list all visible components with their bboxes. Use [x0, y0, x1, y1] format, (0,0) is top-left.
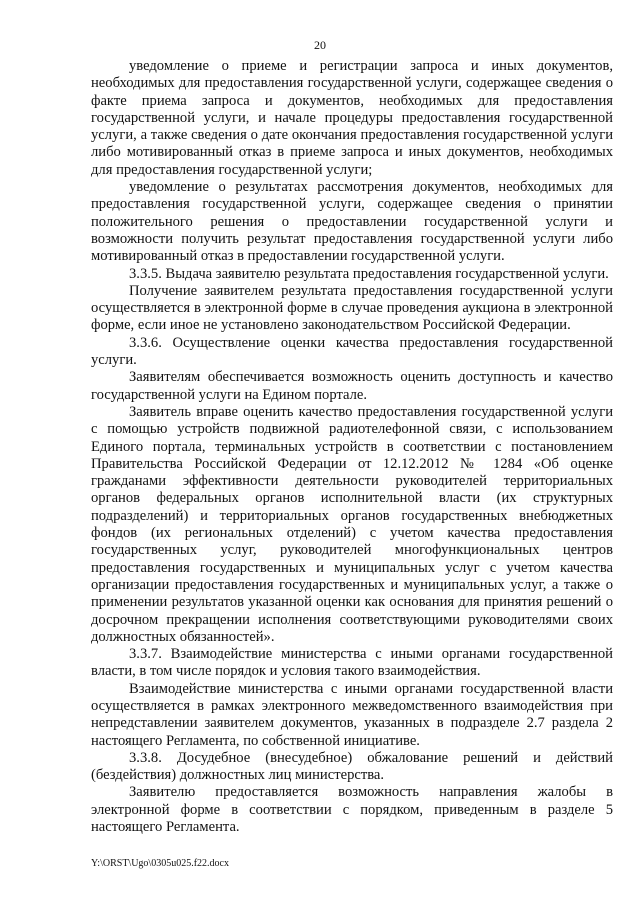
paragraph-result-receipt: Получение заявителем результата предоставления государственной услуги осуществляется в электронной форме в случае проведения аукциона в электронной форме, если иное не установлено законодательством Российской Федерации.: [91, 282, 613, 334]
paragraph-quality-assessment: Заявителям обеспечивается возможность оценить доступность и качество государственной услуги на Едином портале.: [91, 369, 613, 403]
section-heading-3-3-7: 3.3.7. Взаимодействие министерства с иными органами государственной власти, в том числе порядок и условия такого взаимодействия.: [91, 646, 613, 680]
document-body: [91, 58, 613, 836]
paragraph-notification-receipt: уведомление о приеме и регистрации запроса и иных документов, необходимых для предоставления государственной услуги, содержащее сведения о факте приема запроса и документов, необходимых для предоставления государственной услуги, и начале процедуры предоставления государственной услуги, а также сведения о дате окончания предоставления государственной услуги либо мотивированный отказ в приеме запроса и иных документов, необходимых для предоставления государственной услуги;: [91, 58, 613, 178]
section-heading-3-3-5: 3.3.5. Выдача заявителю результата предоставления государственной услуги.: [129, 265, 609, 282]
paragraph-interaction: Взаимодействие министерства с иными органами государственной власти осуществляется в рамках электронного межведомственного взаимодействия при непредставлении заявителем документов, указанных в подразделе 2.7 раздела 2 настоящего Регламента, по собственной инициативе.: [91, 680, 613, 749]
footer-file-path: Y:\ORST\Ugo\0305u025.f22.docx: [91, 858, 229, 869]
paragraph-notification-results: уведомление о результатах рассмотрения документов, необходимых для предоставления государственной услуги, содержащее сведения о принятии положительного решения о предоставлении государственной услуги и возможности получить результат предоставления государственной услуги либо мотивированный отказ в предоставлении государственной услуги.: [91, 179, 613, 265]
page-number: 20: [314, 38, 326, 52]
section-heading-3-3-6: 3.3.6. Осуществление оценки качества предоставления государственной услуги.: [91, 334, 613, 369]
section-heading-3-3-8: 3.3.8. Досудебное (внесудебное) обжалование решений и действий (бездействия) должностных лиц министерства.: [91, 749, 613, 784]
paragraph-quality-methods: Заявитель вправе оценить качество предоставления государственной услуги с помощью устройств подвижной радиотелефонной связи, с использованием Единого портала, терминальных устройств в соответствии с постановлением Правительства Российской Федерации от 12.12.2012 № 1284 «Об оценке гражданами эффективности деятельности руководителей территориальных органов федеральных органов исполнительной власти (их структурных подразделений) и территориальных органов государственных внебюджетных фондов (их региональных отделений) с учетом качества предоставления государственных услуг, руководителей многофункциональных центров предоставления государственных и муниципальных услуг с учетом качества организации предоставления государственных и муниципальных услуг, а также о применении результатов указанной оценки как основания для принятия решений о досрочном прекращении исполнения соответствующими руководителями своих должностных обязанностей».: [91, 403, 613, 645]
paragraph-complaint: Заявителю предоставляется возможность направления жалобы в электронной форме в соответствии с порядком, приведенным в разделе 5 настоящего Регламента.: [91, 784, 613, 836]
